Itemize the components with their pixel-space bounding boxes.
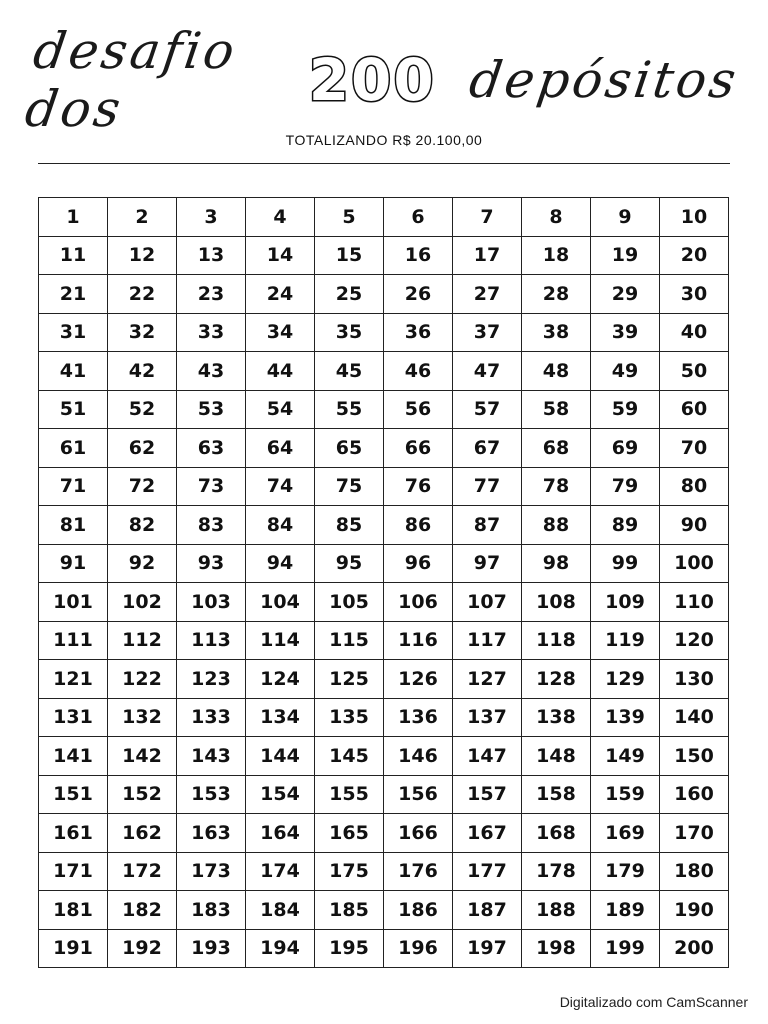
deposit-cell[interactable]: 97 — [453, 544, 522, 583]
title-right-text: depósitos — [465, 51, 743, 109]
deposit-cell[interactable]: 172 — [108, 852, 177, 891]
deposit-cell[interactable]: 102 — [108, 583, 177, 622]
deposit-cell[interactable]: 130 — [660, 660, 729, 699]
deposit-cell[interactable]: 175 — [315, 852, 384, 891]
deposit-cell[interactable]: 11 — [39, 236, 108, 275]
deposit-cell[interactable]: 9 — [591, 198, 660, 237]
deposit-cell[interactable]: 80 — [660, 467, 729, 506]
deposit-cell[interactable]: 173 — [177, 852, 246, 891]
deposit-cell[interactable]: 134 — [246, 698, 315, 737]
deposit-cell[interactable]: 96 — [384, 544, 453, 583]
deposit-cell[interactable]: 49 — [591, 352, 660, 391]
deposit-cell[interactable]: 16 — [384, 236, 453, 275]
deposit-cell[interactable]: 4 — [246, 198, 315, 237]
deposit-cell[interactable]: 45 — [315, 352, 384, 391]
deposit-cell[interactable]: 41 — [39, 352, 108, 391]
grid-row — [39, 814, 729, 853]
grid-row — [39, 506, 729, 545]
deposit-cell[interactable]: 106 — [384, 583, 453, 622]
grid-row — [39, 390, 729, 429]
deposit-cell[interactable]: 190 — [660, 891, 729, 930]
deposit-cell[interactable]: 72 — [108, 467, 177, 506]
title-left-text: desafio dos — [21, 22, 241, 138]
deposit-cell[interactable]: 119 — [591, 621, 660, 660]
grid-row — [39, 583, 729, 622]
deposit-cell[interactable]: 124 — [246, 660, 315, 699]
deposit-cell[interactable]: 25 — [315, 275, 384, 314]
deposit-cell[interactable]: 64 — [246, 429, 315, 468]
grid-row — [39, 891, 729, 930]
grid-row — [39, 852, 729, 891]
deposit-cell[interactable]: 105 — [315, 583, 384, 622]
deposit-cell[interactable]: 36 — [384, 313, 453, 352]
deposit-cell[interactable]: 92 — [108, 544, 177, 583]
deposit-cell[interactable]: 109 — [591, 583, 660, 622]
deposit-cell[interactable]: 147 — [453, 737, 522, 776]
deposit-cell[interactable]: 93 — [177, 544, 246, 583]
deposit-cell[interactable]: 56 — [384, 390, 453, 429]
deposit-cell[interactable]: 138 — [522, 698, 591, 737]
deposit-cell[interactable]: 51 — [39, 390, 108, 429]
deposit-cell[interactable]: 128 — [522, 660, 591, 699]
deposit-cell[interactable]: 54 — [246, 390, 315, 429]
deposit-cell[interactable]: 153 — [177, 775, 246, 814]
deposit-cell[interactable]: 146 — [384, 737, 453, 776]
grid-row — [39, 775, 729, 814]
deposit-cell[interactable]: 194 — [246, 929, 315, 968]
deposit-cell[interactable]: 43 — [177, 352, 246, 391]
deposit-cell[interactable]: 37 — [453, 313, 522, 352]
deposit-cell[interactable]: 108 — [522, 583, 591, 622]
grid-row — [39, 352, 729, 391]
deposit-cell[interactable]: 10 — [660, 198, 729, 237]
deposit-cell[interactable]: 111 — [39, 621, 108, 660]
deposit-cell[interactable]: 50 — [660, 352, 729, 391]
deposit-cell[interactable]: 83 — [177, 506, 246, 545]
deposit-cell[interactable]: 34 — [246, 313, 315, 352]
deposit-cell[interactable]: 150 — [660, 737, 729, 776]
deposit-cell[interactable]: 67 — [453, 429, 522, 468]
grid-row — [39, 621, 729, 660]
deposit-cell[interactable]: 8 — [522, 198, 591, 237]
deposit-cell[interactable]: 135 — [315, 698, 384, 737]
deposit-cell[interactable]: 88 — [522, 506, 591, 545]
grid-row — [39, 660, 729, 699]
deposit-cell[interactable]: 114 — [246, 621, 315, 660]
grid-row — [39, 236, 729, 275]
deposit-cell[interactable]: 118 — [522, 621, 591, 660]
deposit-cell[interactable]: 144 — [246, 737, 315, 776]
deposit-cell[interactable]: 155 — [315, 775, 384, 814]
deposit-cell[interactable]: 15 — [315, 236, 384, 275]
grid-row — [39, 467, 729, 506]
deposit-cell[interactable]: 195 — [315, 929, 384, 968]
deposit-cell[interactable]: 200 — [660, 929, 729, 968]
deposit-cell[interactable]: 125 — [315, 660, 384, 699]
deposit-cell[interactable]: 187 — [453, 891, 522, 930]
deposit-cell[interactable]: 193 — [177, 929, 246, 968]
grid-row — [39, 198, 729, 237]
deposit-cell[interactable]: 196 — [384, 929, 453, 968]
deposit-cell[interactable]: 82 — [108, 506, 177, 545]
deposit-cell[interactable]: 103 — [177, 583, 246, 622]
deposit-cell[interactable]: 35 — [315, 313, 384, 352]
scanner-watermark: Digitalizado com CamScanner — [559, 994, 748, 1010]
deposit-cell[interactable]: 137 — [453, 698, 522, 737]
deposit-cell[interactable]: 162 — [108, 814, 177, 853]
deposit-cell[interactable]: 163 — [177, 814, 246, 853]
deposit-cell[interactable]: 59 — [591, 390, 660, 429]
deposit-cell[interactable]: 75 — [315, 467, 384, 506]
deposit-cell[interactable]: 158 — [522, 775, 591, 814]
grid-row — [39, 929, 729, 968]
grid-row — [39, 737, 729, 776]
deposit-cell[interactable]: 53 — [177, 390, 246, 429]
deposit-cell[interactable]: 99 — [591, 544, 660, 583]
deposit-cell[interactable]: 122 — [108, 660, 177, 699]
deposit-cell[interactable]: 132 — [108, 698, 177, 737]
deposit-cell[interactable]: 170 — [660, 814, 729, 853]
deposit-cell[interactable]: 98 — [522, 544, 591, 583]
deposit-cell[interactable]: 197 — [453, 929, 522, 968]
deposit-cell[interactable]: 90 — [660, 506, 729, 545]
subtitle: TOTALIZANDO R$ 20.100,00 — [285, 132, 483, 148]
deposit-cell[interactable]: 84 — [246, 506, 315, 545]
deposit-cell[interactable]: 121 — [39, 660, 108, 699]
deposit-cell[interactable]: 165 — [315, 814, 384, 853]
deposit-cell[interactable]: 55 — [315, 390, 384, 429]
deposit-cell[interactable]: 186 — [384, 891, 453, 930]
deposit-cell[interactable]: 177 — [453, 852, 522, 891]
deposit-cell[interactable]: 65 — [315, 429, 384, 468]
deposit-cell[interactable]: 191 — [39, 929, 108, 968]
deposit-cell[interactable]: 101 — [39, 583, 108, 622]
deposit-cell[interactable]: 136 — [384, 698, 453, 737]
deposit-cell[interactable]: 12 — [108, 236, 177, 275]
divider — [38, 163, 730, 164]
deposit-cell[interactable]: 7 — [453, 198, 522, 237]
deposit-cell[interactable]: 29 — [591, 275, 660, 314]
grid-row — [39, 313, 729, 352]
deposit-cell[interactable]: 199 — [591, 929, 660, 968]
deposit-cell[interactable]: 110 — [660, 583, 729, 622]
deposit-cell[interactable]: 89 — [591, 506, 660, 545]
deposit-cell[interactable]: 38 — [522, 313, 591, 352]
deposit-cell[interactable]: 18 — [522, 236, 591, 275]
deposit-cell[interactable]: 79 — [591, 467, 660, 506]
deposit-cell[interactable]: 104 — [246, 583, 315, 622]
deposit-cell[interactable]: 68 — [522, 429, 591, 468]
deposit-cell[interactable]: 44 — [246, 352, 315, 391]
deposit-cell[interactable]: 180 — [660, 852, 729, 891]
deposit-cell[interactable]: 129 — [591, 660, 660, 699]
deposit-cell[interactable]: 115 — [315, 621, 384, 660]
deposit-cell[interactable]: 141 — [39, 737, 108, 776]
deposit-cell[interactable]: 157 — [453, 775, 522, 814]
grid-row — [39, 544, 729, 583]
deposit-cell[interactable]: 171 — [39, 852, 108, 891]
deposit-cell[interactable]: 5 — [315, 198, 384, 237]
deposit-cell[interactable]: 85 — [315, 506, 384, 545]
deposit-cell[interactable]: 183 — [177, 891, 246, 930]
deposit-cell[interactable]: 69 — [591, 429, 660, 468]
deposit-cell[interactable]: 159 — [591, 775, 660, 814]
deposit-cell[interactable]: 17 — [453, 236, 522, 275]
deposit-cell[interactable]: 62 — [108, 429, 177, 468]
deposit-cell[interactable]: 179 — [591, 852, 660, 891]
deposit-cell[interactable]: 23 — [177, 275, 246, 314]
deposit-cell[interactable]: 2 — [108, 198, 177, 237]
deposit-cell[interactable]: 71 — [39, 467, 108, 506]
deposit-cell[interactable]: 120 — [660, 621, 729, 660]
deposit-cell[interactable]: 117 — [453, 621, 522, 660]
deposit-cell[interactable]: 151 — [39, 775, 108, 814]
deposit-cell[interactable]: 87 — [453, 506, 522, 545]
deposit-cell[interactable]: 76 — [384, 467, 453, 506]
deposit-cell[interactable]: 95 — [315, 544, 384, 583]
deposit-cell[interactable]: 185 — [315, 891, 384, 930]
deposit-grid — [38, 197, 729, 968]
deposit-cell[interactable]: 182 — [108, 891, 177, 930]
deposit-cell[interactable]: 123 — [177, 660, 246, 699]
deposit-cell[interactable]: 33 — [177, 313, 246, 352]
deposit-cell[interactable]: 168 — [522, 814, 591, 853]
deposit-cell[interactable]: 148 — [522, 737, 591, 776]
deposit-cell[interactable]: 66 — [384, 429, 453, 468]
deposit-cell[interactable]: 13 — [177, 236, 246, 275]
deposit-cell[interactable]: 28 — [522, 275, 591, 314]
deposit-cell[interactable]: 91 — [39, 544, 108, 583]
grid-row — [39, 429, 729, 468]
deposit-cell[interactable]: 81 — [39, 506, 108, 545]
deposit-cell[interactable]: 20 — [660, 236, 729, 275]
deposit-cell[interactable]: 42 — [108, 352, 177, 391]
deposit-cell[interactable]: 167 — [453, 814, 522, 853]
deposit-cell[interactable]: 160 — [660, 775, 729, 814]
deposit-cell[interactable]: 145 — [315, 737, 384, 776]
deposit-cell[interactable]: 181 — [39, 891, 108, 930]
deposit-cell[interactable]: 152 — [108, 775, 177, 814]
deposit-cell[interactable]: 184 — [246, 891, 315, 930]
deposit-cell[interactable]: 30 — [660, 275, 729, 314]
deposit-cell[interactable]: 40 — [660, 313, 729, 352]
deposit-cell[interactable]: 78 — [522, 467, 591, 506]
deposit-cell[interactable]: 39 — [591, 313, 660, 352]
deposit-cell[interactable]: 161 — [39, 814, 108, 853]
deposit-cell[interactable]: 126 — [384, 660, 453, 699]
deposit-cell[interactable]: 131 — [39, 698, 108, 737]
deposit-cell[interactable]: 169 — [591, 814, 660, 853]
deposit-cell[interactable]: 149 — [591, 737, 660, 776]
deposit-cell[interactable]: 164 — [246, 814, 315, 853]
deposit-cell[interactable]: 74 — [246, 467, 315, 506]
deposit-cell[interactable]: 86 — [384, 506, 453, 545]
grid-row — [39, 275, 729, 314]
deposit-cell[interactable]: 143 — [177, 737, 246, 776]
deposit-cell[interactable]: 70 — [660, 429, 729, 468]
deposit-cell[interactable]: 192 — [108, 929, 177, 968]
deposit-cell[interactable]: 24 — [246, 275, 315, 314]
deposit-cell[interactable]: 58 — [522, 390, 591, 429]
page-title — [21, 22, 743, 138]
deposit-cell[interactable]: 32 — [108, 313, 177, 352]
deposit-cell[interactable]: 1 — [39, 198, 108, 237]
deposit-cell[interactable]: 100 — [660, 544, 729, 583]
deposit-cell[interactable]: 178 — [522, 852, 591, 891]
deposit-cell[interactable]: 19 — [591, 236, 660, 275]
deposit-cell[interactable]: 113 — [177, 621, 246, 660]
deposit-cell[interactable]: 73 — [177, 467, 246, 506]
deposit-cell[interactable]: 127 — [453, 660, 522, 699]
deposit-cell[interactable]: 112 — [108, 621, 177, 660]
deposit-cell[interactable]: 63 — [177, 429, 246, 468]
deposit-cell[interactable]: 133 — [177, 698, 246, 737]
deposit-cell[interactable]: 116 — [384, 621, 453, 660]
deposit-cell[interactable]: 21 — [39, 275, 108, 314]
deposit-cell[interactable]: 198 — [522, 929, 591, 968]
deposit-cell[interactable]: 176 — [384, 852, 453, 891]
deposit-cell[interactable]: 48 — [522, 352, 591, 391]
deposit-cell[interactable]: 154 — [246, 775, 315, 814]
deposit-cell[interactable]: 77 — [453, 467, 522, 506]
grid-row — [39, 698, 729, 737]
deposit-cell[interactable]: 189 — [591, 891, 660, 930]
title-number: 200 — [308, 46, 436, 114]
deposit-cell[interactable]: 14 — [246, 236, 315, 275]
deposit-cell[interactable]: 94 — [246, 544, 315, 583]
deposit-cell[interactable]: 61 — [39, 429, 108, 468]
deposit-cell[interactable]: 107 — [453, 583, 522, 622]
deposit-cell[interactable]: 166 — [384, 814, 453, 853]
deposit-cell[interactable]: 26 — [384, 275, 453, 314]
deposit-cell[interactable]: 46 — [384, 352, 453, 391]
deposit-cell[interactable]: 188 — [522, 891, 591, 930]
deposit-cell[interactable]: 156 — [384, 775, 453, 814]
deposit-cell[interactable]: 31 — [39, 313, 108, 352]
deposit-cell[interactable]: 22 — [108, 275, 177, 314]
deposit-cell[interactable]: 139 — [591, 698, 660, 737]
deposit-cell[interactable]: 174 — [246, 852, 315, 891]
deposit-cell[interactable]: 27 — [453, 275, 522, 314]
deposit-cell[interactable]: 57 — [453, 390, 522, 429]
deposit-cell[interactable]: 60 — [660, 390, 729, 429]
deposit-cell[interactable]: 6 — [384, 198, 453, 237]
deposit-cell[interactable]: 142 — [108, 737, 177, 776]
deposit-cell[interactable]: 3 — [177, 198, 246, 237]
deposit-cell[interactable]: 47 — [453, 352, 522, 391]
deposit-cell[interactable]: 52 — [108, 390, 177, 429]
deposit-cell[interactable]: 140 — [660, 698, 729, 737]
